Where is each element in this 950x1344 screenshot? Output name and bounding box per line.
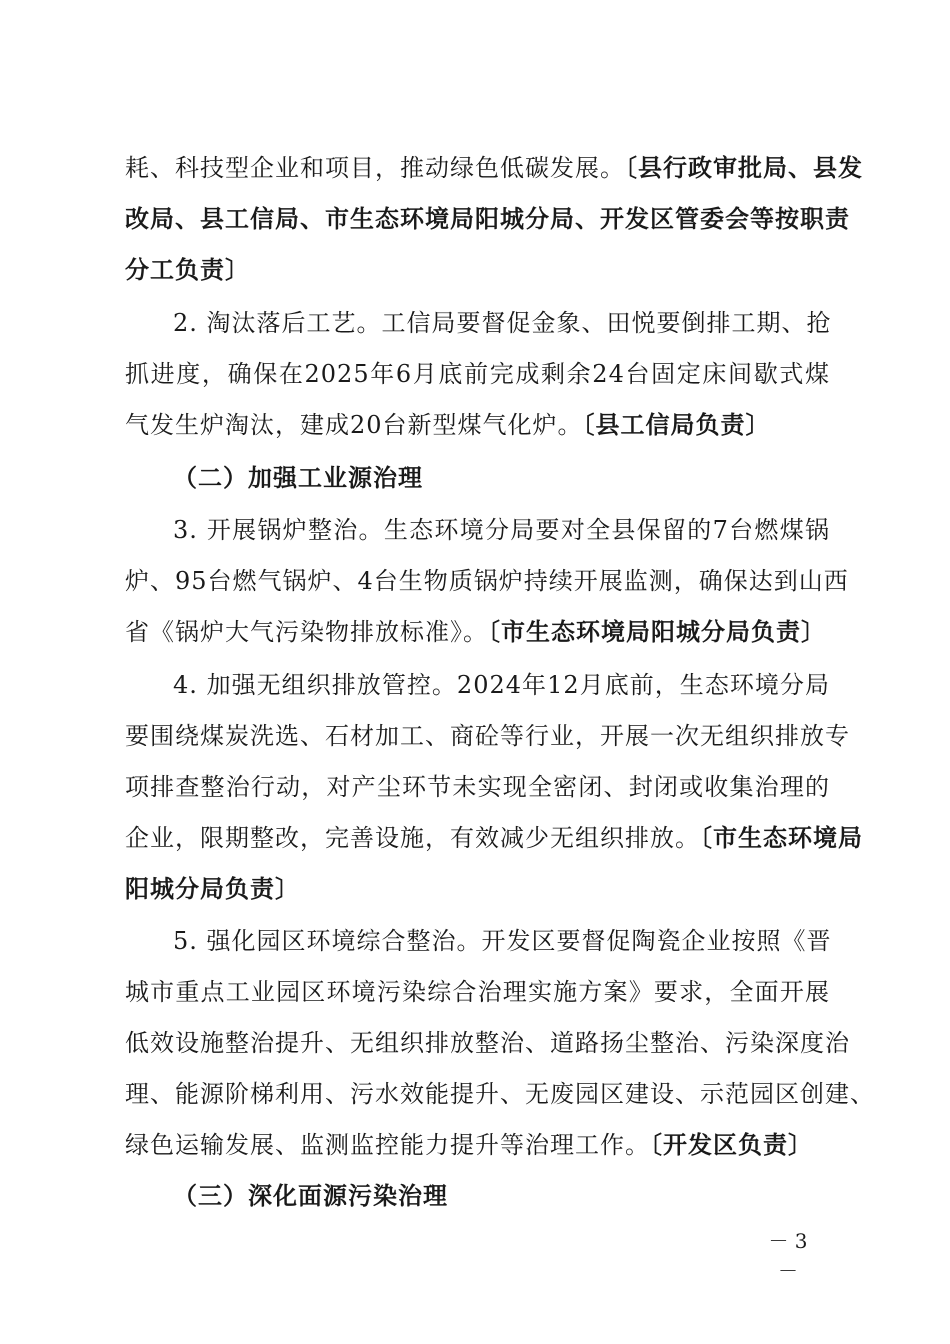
text-line-20: 绿色运输发展、监测监控能力提升等治理工作。〔开发区负责〕	[125, 1131, 813, 1159]
text-line-14: 企业，限期整改，完善设施，有效减少无组织排放。〔市生态环境局	[125, 824, 863, 852]
text-line-13: 项排查整治行动，对产尘环节未实现全密闭、封闭或收集治理的	[125, 773, 830, 801]
text-line-5: 抓进度，确保在2025年6月底前完成剩余24台固定床间歇式煤	[125, 360, 830, 388]
text-line-1: 耗、科技型企业和项目，推动绿色低碳发展。〔县行政审批局、县发	[125, 154, 863, 182]
section-heading-2: （二）加强工业源治理	[173, 464, 423, 492]
text-line-6: 气发生炉淘汰，建成20台新型煤气化炉。〔县工信局负责〕	[125, 411, 771, 439]
responsibility-note: 〔县工信局负责〕	[582, 411, 771, 439]
text-line-18: 低效设施整治提升、无组织排放整治、道路扬尘整治、污染深度治	[125, 1029, 850, 1057]
responsibility-note: 阳城分局负责〕	[125, 875, 300, 903]
item-4-title: 4. 加强无组织排放管控。2024年12月底前，生态环境分局	[173, 671, 830, 699]
text-line-10: 省《锅炉大气污染物排放标准》。〔市生态环境局阳城分局负责〕	[125, 618, 826, 646]
text-line-15	[125, 869, 830, 909]
responsibility-note: 分工负责〕	[125, 256, 250, 284]
text-line-17: 城市重点工业园区环境污染综合治理实施方案》要求，全面开展	[125, 978, 830, 1006]
item-5-title: 5. 强化园区环境综合整治。开发区要督促陶瓷企业按照《晋	[173, 927, 832, 955]
text-line-9: 炉、95台燃气锅炉、4台生物质锅炉持续开展监测，确保达到山西	[125, 567, 849, 595]
responsibility-note: 〔开发区负责〕	[650, 1131, 813, 1159]
responsibility-note: 〔市生态环境局	[700, 824, 863, 852]
responsibility-note: 〔市生态环境局阳城分局负责〕	[488, 618, 826, 646]
text-line-12: 要围绕煤炭洗选、石材加工、商砼等行业，开展一次无组织排放专	[125, 722, 850, 750]
responsibility-note: 改局、县工信局、市生态环境局阳城分局、开发区管委会等按职责	[125, 205, 850, 233]
item-3-title: 3. 开展锅炉整治。生态环境分局要对全县保留的7台燃煤锅	[173, 516, 830, 544]
page-number: － 3 －	[768, 1229, 808, 1283]
item-2-title: 2. 淘汰落后工艺。工信局要督促金象、田悦要倒排工期、抢	[173, 309, 832, 337]
responsibility-note: 〔县行政审批局、县发	[625, 154, 863, 182]
section-heading-3: （三）深化面源污染治理	[173, 1182, 448, 1210]
text-line-3	[125, 250, 830, 290]
text-line-2	[125, 199, 850, 239]
text-line-19: 理、能源阶梯利用、污水效能提升、无废园区建设、示范园区创建、	[125, 1080, 875, 1108]
